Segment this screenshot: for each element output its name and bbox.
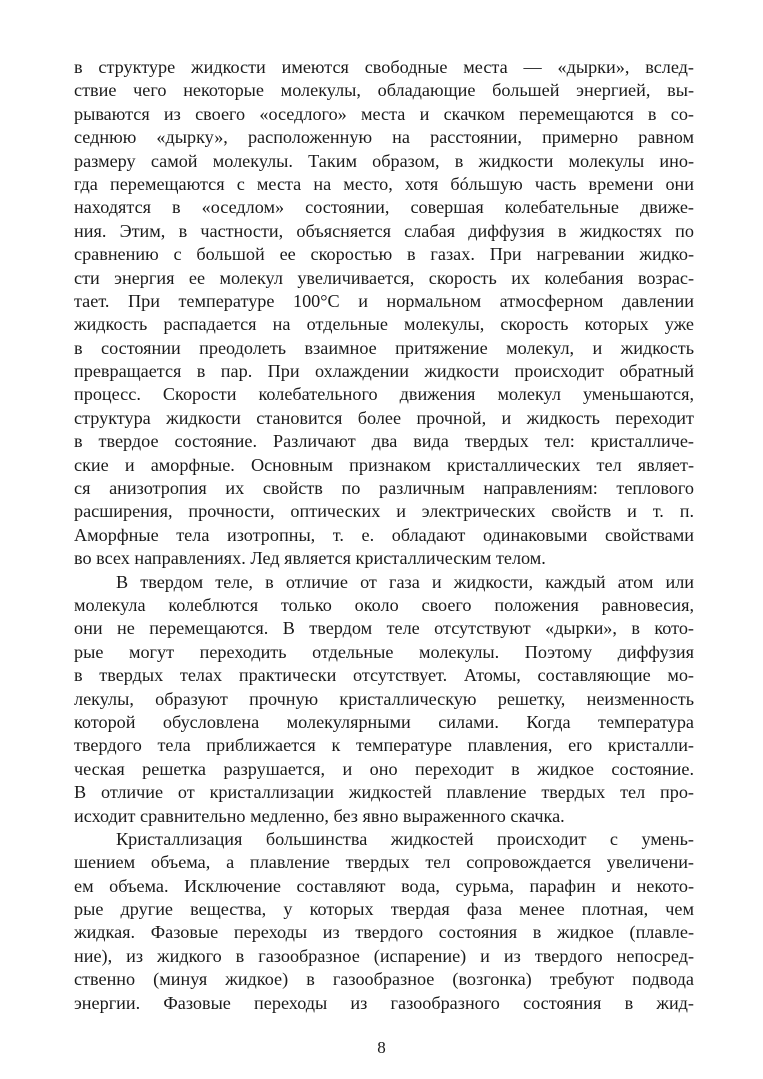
text-line: Аморфные тела изотропны, т. е. обладают одинаковыми свойствами [74,524,694,545]
text-line: тает. При температуре 100°C и нормальном атмосферном давлении [74,290,694,311]
paragraph-2 [74,571,694,828]
text-line: ственно (минуя жидкое) в газообразное (возгонка) требуют подвода [74,969,694,990]
text-line: ствие чего некоторые молекулы, обладающие большей энергией, вы- [74,80,694,101]
text-line: энергии. Фазовые переходы из газообразного состояния в жид- [74,992,694,1013]
text-line: жидкость распадается на отдельные молекулы, скорость которых уже [74,314,694,335]
text-line: ния. Этим, в частности, объясняется слабая диффузия в жидкостях по [74,220,694,241]
text-line: седнюю «дырку», расположенную на расстоянии, примерно равном [74,127,694,148]
text-line: расширения, прочности, оптических и электрических свойств и т. п. [74,501,694,522]
text-line: превращается в пар. При охлаждении жидкости происходит обратный [74,361,694,382]
text-line: ческая решетка разрушается, и оно переходит в жидкое состояние. [74,758,694,779]
text-line: процесс. Скорости колебательного движения молекул уменьшаются, [74,384,694,405]
text-line: ем объема. Исключение составляют вода, сурьма, парафин и некото- [74,875,694,896]
text-line: в твердое состояние. Различают два вида твердых тел: кристалличе- [74,431,694,452]
text-line: Кристаллизация большинства жидкостей происходит с умень- [116,828,694,849]
text-line: они не перемещаются. В твердом теле отсутствуют «дырки», в кото- [74,618,694,639]
text-line: в структуре жидкости имеются свободные места — «дырки», вслед- [74,57,694,77]
text-line: молекула колеблются только около своего положения равновесия, [74,594,694,615]
text-line: сравнению с большой ее скоростью в газах. При нагревании жидко- [74,244,694,265]
page-number: 8 [377,1038,386,1057]
text-line: исходит сравнительно медленно, без явно выраженного скачка. [74,805,565,826]
text-line: которой обусловлена молекулярными силами. Когда температура [74,711,694,732]
text-line: размеру самой молекулы. Таким образом, в жидкости молекулы ино- [74,150,694,171]
text-line: в состоянии преодолеть взаимное притяжение молекул, и жидкость [74,337,694,358]
text-line: ние), из жидкого в газообразное (испарение) и из твердого непосред- [74,945,694,966]
paragraph-3 [74,828,694,1015]
text-line: лекулы, образуют прочную кристаллическую решетку, неизменность [74,688,694,709]
text-line: ся анизотропия их свойств по различным направлениям: теплового [74,478,694,499]
text-line: В отличие от кристаллизации жидкостей плавление твердых тел про- [74,782,694,803]
text-line: рываются из своего «оседлого» места и скачком перемещаются в со- [74,103,694,124]
text-line: структура жидкости становится более прочной, и жидкость переходит [74,407,694,428]
text-line: жидкая. Фазовые переходы из твердого состояния в жидкое (плавле- [74,922,694,943]
text-line: находятся в «оседлом» состоянии, совершая колебательные движе- [74,197,694,218]
text-line: сти энергия ее молекул увеличивается, скорость их колебания возрас- [74,267,694,288]
paragraph-1 [74,56,694,571]
text-body [74,56,694,1015]
text-line: в твердых телах практически отсутствует. Атомы, составляющие мо- [74,665,694,686]
text-line: гда перемещаются с места на место, хотя бóльшую часть времени они [74,173,694,194]
text-line: твердого тела приближается к температуре плавления, его кристалли- [74,735,694,756]
text-line: рые другие вещества, у которых твердая фаза менее плотная, чем [74,899,694,920]
text-line: рые могут переходить отдельные молекулы. Поэтому диффузия [74,641,694,662]
text-line: во всех направлениях. Лед является кристаллическим телом. [74,548,546,569]
text-line: В твердом теле, в отличие от газа и жидкости, каждый атом или [116,571,694,592]
text-line: шением объема, а плавление твердых тел сопровождается увеличени- [74,852,694,873]
text-line: ские и аморфные. Основным признаком кристаллических тел являет- [74,454,694,475]
